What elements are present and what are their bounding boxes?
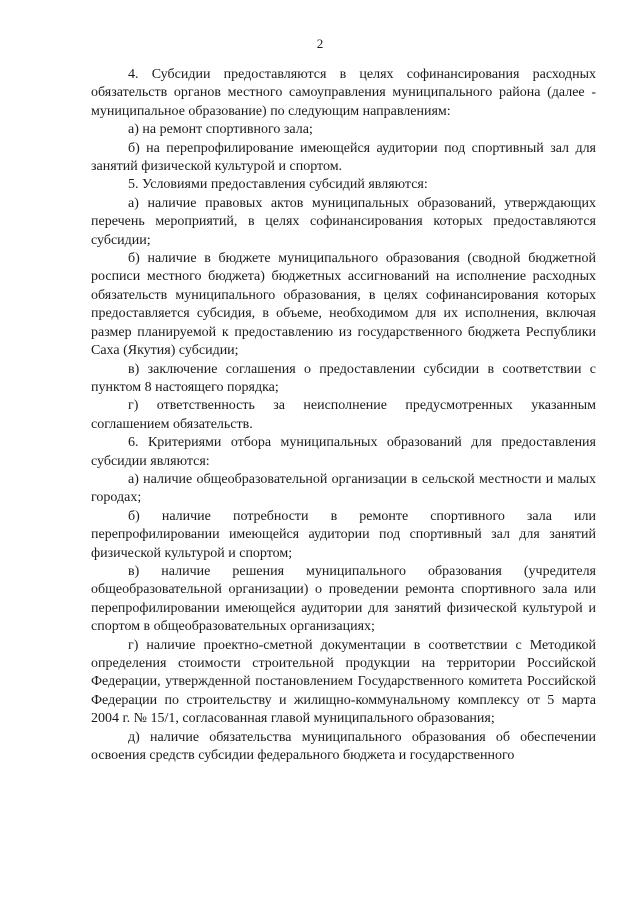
paragraph-item-6g: г) наличие проектно-сметной документации в соответствии с Методикой определения стоимости строительной продукции на территории Российской Федерации, утвержденной постановлением Государственного комитета Российской Федерации по строительству и жилищно-коммунальному комплексу от 5 марта 2004 г. № 15/1, согласованная главой муниципального образования; [91, 637, 596, 727]
paragraph-item-6: 6. Критериями отбора муниципальных образований для предоставления субсидии являются: [91, 435, 596, 469]
paragraph-item-6b: б) наличие потребности в ремонте спортивного зала или перепрофилировании имеющейся аудитории под спортивный зал для занятий физической культурой и спортом; [91, 508, 596, 561]
paragraph-item-4: 4. Субсидии предоставляются в целях софинансирования расходных обязательств органов местного самоуправления муниципального района (далее - муниципальное образование) по следующим направлениям: [91, 67, 596, 119]
paragraph-item-4a: а) на ремонт спортивного зала; [128, 122, 313, 138]
paragraph-item-5b: б) наличие в бюджете муниципального образования (сводной бюджетной росписи местного бюджета) бюджетных ассигнований на исполнение расходных обязательств муниципального образования, в целях софинансирования которых предоставляется субсидия, в объеме, необходимом для их исполнения, включая размер планируемой к предоставлению из государственного бюджета Республики Саха (Якутия) субсидии; [91, 251, 596, 359]
paragraph-item-6v: в) наличие решения муниципального образования (учредителя общеобразовательной организации) о проведении ремонта спортивного зала или перепрофилировании имеющейся аудитории для занятий физической культурой и спортом в общеобразовательных организациях; [91, 563, 596, 635]
document-body [91, 66, 596, 765]
paragraph-item-5g: г) ответственность за неисполнение предусмотренных указанным соглашением обязательств. [91, 398, 596, 432]
paragraph-item-5v: в) заключение соглашения о предоставлении субсидии в соответствии с пунктом 8 настоящего порядка; [91, 361, 596, 395]
paragraph-item-6a: а) наличие общеобразовательной организации в сельской местности и малых городах; [91, 471, 596, 506]
page-number: 2 [316, 36, 324, 51]
paragraph-item-5a: а) наличие правовых актов муниципальных образований, утверждающих перечень мероприятий, в целях софинансирования которых предоставляются субсидии; [91, 195, 596, 248]
paragraph-item-4b: б) на перепрофилирование имеющейся аудитории под спортивный зал для занятий физической культурой и спортом. [91, 140, 596, 175]
paragraph-item-5: 5. Условиями предоставления субсидий являются: [128, 177, 428, 193]
paragraph-item-6d: д) наличие обязательства муниципального образования об обеспечении освоения средств субсидии федерального бюджета и государственного [91, 729, 596, 764]
